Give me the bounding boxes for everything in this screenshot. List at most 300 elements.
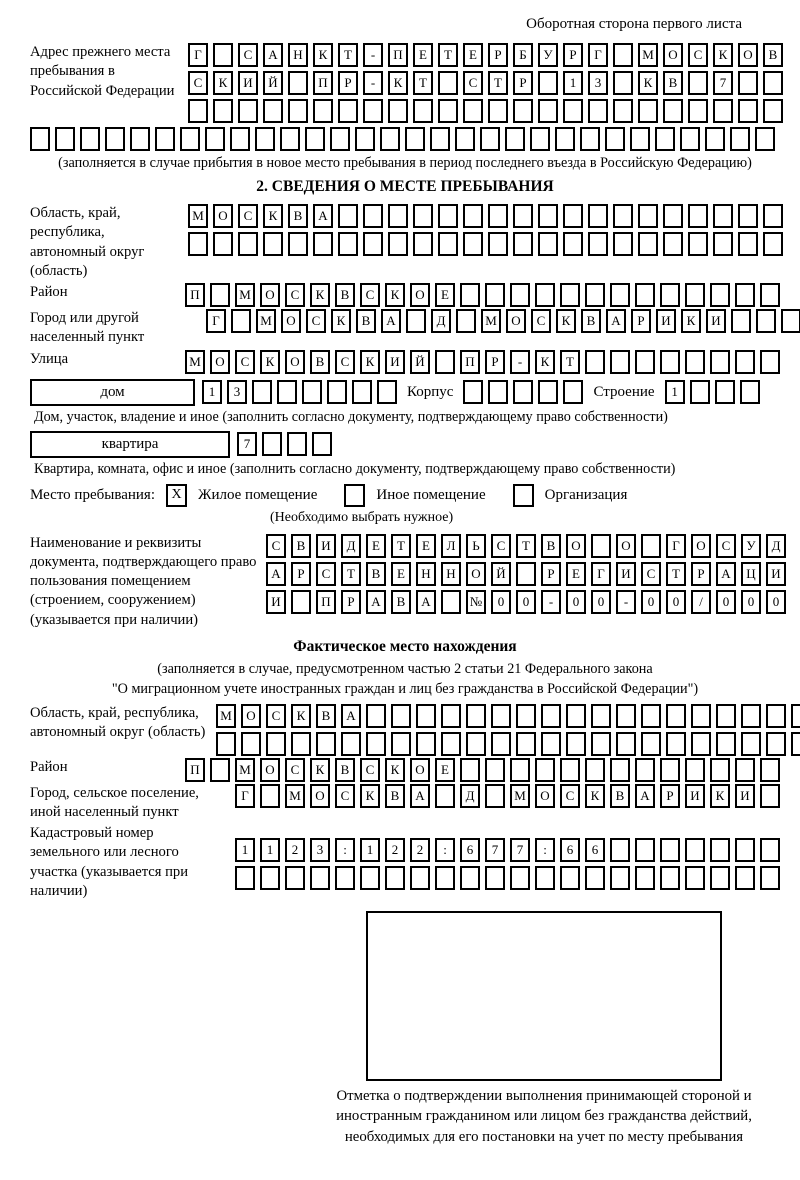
char-cell[interactable] — [535, 283, 555, 307]
char-cell[interactable]: Н — [288, 43, 308, 67]
char-cell[interactable]: И — [766, 562, 786, 586]
char-cell[interactable]: М — [216, 704, 236, 728]
char-cell[interactable] — [663, 232, 683, 256]
char-cell[interactable] — [760, 866, 780, 890]
char-cell[interactable]: О — [410, 758, 430, 782]
char-cell[interactable] — [416, 704, 436, 728]
char-cell[interactable] — [735, 758, 755, 782]
char-cell[interactable]: В — [610, 784, 630, 808]
char-cell[interactable] — [480, 127, 500, 151]
stroenie-cells[interactable] — [665, 380, 760, 404]
char-cell[interactable] — [688, 99, 708, 123]
char-cell[interactable] — [715, 380, 735, 404]
char-cell[interactable]: Й — [491, 562, 511, 586]
char-cell[interactable] — [188, 99, 208, 123]
char-cell[interactable] — [435, 784, 455, 808]
char-cell[interactable] — [263, 99, 283, 123]
char-cell[interactable]: Р — [485, 350, 505, 374]
char-cell[interactable]: А — [266, 562, 286, 586]
char-cell[interactable] — [613, 232, 633, 256]
char-cell[interactable] — [635, 350, 655, 374]
char-cell[interactable]: О — [566, 534, 586, 558]
char-cell[interactable] — [391, 704, 411, 728]
char-cell[interactable] — [391, 732, 411, 756]
char-cell[interactable] — [791, 704, 800, 728]
char-cell[interactable] — [288, 99, 308, 123]
char-cell[interactable] — [716, 732, 736, 756]
char-cell[interactable] — [585, 350, 605, 374]
char-cell[interactable] — [130, 127, 150, 151]
char-cell[interactable] — [560, 758, 580, 782]
char-cell[interactable] — [410, 866, 430, 890]
char-cell[interactable]: К — [585, 784, 605, 808]
char-cell[interactable] — [685, 838, 705, 862]
char-cell[interactable]: Н — [416, 562, 436, 586]
char-cell[interactable] — [216, 732, 236, 756]
char-cell[interactable]: № — [466, 590, 486, 614]
char-cell[interactable]: Г — [591, 562, 611, 586]
char-cell[interactable] — [610, 866, 630, 890]
char-cell[interactable]: О — [210, 350, 230, 374]
char-cell[interactable]: 0 — [641, 590, 661, 614]
char-cell[interactable]: С — [688, 43, 708, 67]
char-cell[interactable] — [740, 380, 760, 404]
char-cell[interactable] — [691, 732, 711, 756]
char-cell[interactable] — [491, 704, 511, 728]
char-cell[interactable]: 6 — [585, 838, 605, 862]
char-cell[interactable]: М — [285, 784, 305, 808]
char-cell[interactable] — [231, 309, 251, 333]
char-cell[interactable] — [660, 866, 680, 890]
char-cell[interactable] — [566, 732, 586, 756]
char-cell[interactable]: С — [238, 43, 258, 67]
char-cell[interactable]: Е — [413, 43, 433, 67]
char-cell[interactable]: С — [463, 71, 483, 95]
char-cell[interactable] — [213, 232, 233, 256]
char-cell[interactable]: П — [388, 43, 408, 67]
char-cell[interactable]: А — [635, 784, 655, 808]
char-cell[interactable] — [213, 43, 233, 67]
city-row[interactable] — [206, 309, 800, 333]
char-cell[interactable]: Р — [631, 309, 651, 333]
char-cell[interactable]: В — [663, 71, 683, 95]
char-cell[interactable] — [388, 232, 408, 256]
char-cell[interactable] — [663, 204, 683, 228]
char-cell[interactable]: П — [185, 283, 205, 307]
char-cell[interactable]: К — [535, 350, 555, 374]
char-cell[interactable] — [763, 204, 783, 228]
char-cell[interactable]: Г — [206, 309, 226, 333]
char-cell[interactable]: К — [263, 204, 283, 228]
char-cell[interactable] — [366, 704, 386, 728]
char-cell[interactable]: О — [663, 43, 683, 67]
char-cell[interactable]: Г — [235, 784, 255, 808]
char-cell[interactable] — [735, 838, 755, 862]
char-cell[interactable]: Т — [391, 534, 411, 558]
char-cell[interactable] — [616, 704, 636, 728]
char-cell[interactable] — [713, 99, 733, 123]
char-cell[interactable]: И — [656, 309, 676, 333]
char-cell[interactable]: 0 — [566, 590, 586, 614]
char-cell[interactable]: Т — [413, 71, 433, 95]
char-cell[interactable] — [105, 127, 125, 151]
char-cell[interactable] — [760, 758, 780, 782]
char-cell[interactable]: Д — [460, 784, 480, 808]
char-cell[interactable]: В — [763, 43, 783, 67]
char-cell[interactable] — [560, 283, 580, 307]
char-cell[interactable] — [510, 866, 530, 890]
char-cell[interactable] — [588, 99, 608, 123]
char-cell[interactable] — [252, 380, 272, 404]
char-cell[interactable]: К — [556, 309, 576, 333]
char-cell[interactable] — [263, 232, 283, 256]
char-cell[interactable] — [655, 127, 675, 151]
char-cell[interactable] — [341, 732, 361, 756]
char-cell[interactable] — [738, 99, 758, 123]
char-cell[interactable]: Л — [441, 534, 461, 558]
char-cell[interactable]: Т — [666, 562, 686, 586]
char-cell[interactable] — [188, 232, 208, 256]
char-cell[interactable] — [288, 71, 308, 95]
char-cell[interactable]: 6 — [460, 838, 480, 862]
char-cell[interactable] — [287, 432, 307, 456]
char-cell[interactable]: А — [341, 704, 361, 728]
char-cell[interactable]: Е — [566, 562, 586, 586]
char-cell[interactable]: У — [538, 43, 558, 67]
char-cell[interactable] — [635, 758, 655, 782]
char-cell[interactable]: С — [235, 350, 255, 374]
char-cell[interactable]: К — [310, 283, 330, 307]
char-cell[interactable]: С — [188, 71, 208, 95]
char-cell[interactable]: Т — [560, 350, 580, 374]
char-cell[interactable] — [563, 99, 583, 123]
district-row[interactable] — [185, 283, 780, 307]
char-cell[interactable]: А — [410, 784, 430, 808]
char-cell[interactable] — [735, 866, 755, 890]
char-cell[interactable]: О — [466, 562, 486, 586]
char-cell[interactable] — [690, 380, 710, 404]
char-cell[interactable] — [441, 732, 461, 756]
char-cell[interactable] — [713, 232, 733, 256]
char-cell[interactable]: С — [335, 784, 355, 808]
char-cell[interactable]: : — [435, 838, 455, 862]
char-cell[interactable] — [710, 350, 730, 374]
char-cell[interactable]: О — [213, 204, 233, 228]
char-cell[interactable] — [338, 232, 358, 256]
char-cell[interactable] — [660, 758, 680, 782]
char-cell[interactable]: 1 — [665, 380, 685, 404]
char-cell[interactable]: М — [256, 309, 276, 333]
char-cell[interactable] — [610, 758, 630, 782]
char-cell[interactable]: Й — [410, 350, 430, 374]
char-cell[interactable] — [538, 71, 558, 95]
char-cell[interactable]: 1 — [360, 838, 380, 862]
char-cell[interactable]: В — [335, 758, 355, 782]
char-cell[interactable] — [262, 432, 282, 456]
char-cell[interactable]: 7 — [713, 71, 733, 95]
char-cell[interactable]: К — [681, 309, 701, 333]
char-cell[interactable] — [466, 732, 486, 756]
char-cell[interactable]: М — [481, 309, 501, 333]
char-cell[interactable] — [613, 99, 633, 123]
char-cell[interactable] — [660, 283, 680, 307]
char-cell[interactable] — [530, 127, 550, 151]
char-cell[interactable] — [638, 99, 658, 123]
char-cell[interactable] — [613, 71, 633, 95]
char-cell[interactable] — [366, 732, 386, 756]
char-cell[interactable] — [205, 127, 225, 151]
char-cell[interactable]: 0 — [491, 590, 511, 614]
char-cell[interactable] — [688, 232, 708, 256]
char-cell[interactable] — [491, 732, 511, 756]
char-cell[interactable] — [406, 309, 426, 333]
char-cell[interactable]: В — [335, 283, 355, 307]
char-cell[interactable] — [441, 590, 461, 614]
char-cell[interactable] — [463, 232, 483, 256]
char-cell[interactable] — [513, 232, 533, 256]
char-cell[interactable] — [291, 732, 311, 756]
char-cell[interactable] — [738, 232, 758, 256]
char-cell[interactable]: М — [188, 204, 208, 228]
char-cell[interactable] — [731, 309, 751, 333]
char-cell[interactable]: Й — [263, 71, 283, 95]
char-cell[interactable]: 1 — [563, 71, 583, 95]
char-cell[interactable] — [388, 204, 408, 228]
char-cell[interactable] — [730, 127, 750, 151]
char-cell[interactable]: К — [385, 283, 405, 307]
char-cell[interactable]: : — [335, 838, 355, 862]
char-cell[interactable] — [563, 232, 583, 256]
char-cell[interactable] — [766, 732, 786, 756]
char-cell[interactable] — [763, 99, 783, 123]
char-cell[interactable]: В — [291, 534, 311, 558]
char-cell[interactable] — [155, 127, 175, 151]
char-cell[interactable] — [538, 380, 558, 404]
char-cell[interactable] — [316, 732, 336, 756]
char-cell[interactable]: П — [460, 350, 480, 374]
char-cell[interactable] — [738, 204, 758, 228]
char-cell[interactable] — [685, 866, 705, 890]
char-cell[interactable]: П — [316, 590, 336, 614]
char-cell[interactable]: П — [313, 71, 333, 95]
document-row-3[interactable] — [266, 590, 786, 614]
char-cell[interactable] — [416, 732, 436, 756]
char-cell[interactable] — [291, 590, 311, 614]
char-cell[interactable] — [513, 99, 533, 123]
char-cell[interactable] — [605, 127, 625, 151]
char-cell[interactable] — [688, 71, 708, 95]
korpus-cells[interactable] — [463, 380, 583, 404]
char-cell[interactable] — [241, 732, 261, 756]
actual-city-row[interactable] — [235, 784, 780, 808]
char-cell[interactable] — [510, 758, 530, 782]
char-cell[interactable]: С — [306, 309, 326, 333]
char-cell[interactable] — [630, 127, 650, 151]
char-cell[interactable]: С — [266, 534, 286, 558]
char-cell[interactable]: С — [285, 758, 305, 782]
char-cell[interactable] — [641, 534, 661, 558]
char-cell[interactable]: - — [363, 71, 383, 95]
char-cell[interactable] — [685, 758, 705, 782]
char-cell[interactable]: И — [735, 784, 755, 808]
char-cell[interactable]: С — [360, 758, 380, 782]
apartment-cells[interactable] — [237, 432, 332, 456]
char-cell[interactable]: Т — [338, 43, 358, 67]
char-cell[interactable] — [430, 127, 450, 151]
char-cell[interactable] — [360, 866, 380, 890]
char-cell[interactable]: В — [366, 562, 386, 586]
char-cell[interactable] — [666, 732, 686, 756]
char-cell[interactable] — [660, 350, 680, 374]
street-row[interactable] — [185, 350, 780, 374]
cadastre-row-1[interactable] — [235, 838, 780, 862]
char-cell[interactable]: / — [691, 590, 711, 614]
char-cell[interactable] — [438, 71, 458, 95]
char-cell[interactable]: 3 — [227, 380, 247, 404]
char-cell[interactable]: И — [685, 784, 705, 808]
char-cell[interactable] — [516, 732, 536, 756]
char-cell[interactable]: - — [616, 590, 636, 614]
char-cell[interactable] — [355, 127, 375, 151]
char-cell[interactable] — [488, 99, 508, 123]
char-cell[interactable] — [760, 784, 780, 808]
char-cell[interactable] — [641, 704, 661, 728]
char-cell[interactable]: 0 — [766, 590, 786, 614]
stay-option-other-checkbox[interactable] — [344, 484, 365, 507]
char-cell[interactable]: И — [238, 71, 258, 95]
char-cell[interactable] — [513, 204, 533, 228]
char-cell[interactable] — [716, 704, 736, 728]
char-cell[interactable] — [760, 283, 780, 307]
char-cell[interactable] — [460, 758, 480, 782]
char-cell[interactable] — [285, 866, 305, 890]
char-cell[interactable] — [613, 204, 633, 228]
char-cell[interactable] — [80, 127, 100, 151]
char-cell[interactable] — [210, 283, 230, 307]
char-cell[interactable] — [513, 380, 533, 404]
char-cell[interactable]: И — [706, 309, 726, 333]
char-cell[interactable] — [710, 283, 730, 307]
char-cell[interactable]: Е — [435, 758, 455, 782]
char-cell[interactable] — [560, 866, 580, 890]
char-cell[interactable]: В — [356, 309, 376, 333]
char-cell[interactable] — [541, 732, 561, 756]
char-cell[interactable]: 1 — [260, 838, 280, 862]
char-cell[interactable] — [377, 380, 397, 404]
char-cell[interactable]: 0 — [516, 590, 536, 614]
char-cell[interactable]: Р — [541, 562, 561, 586]
char-cell[interactable]: К — [331, 309, 351, 333]
char-cell[interactable]: К — [310, 758, 330, 782]
char-cell[interactable]: Е — [391, 562, 411, 586]
char-cell[interactable]: 2 — [410, 838, 430, 862]
region-row-1[interactable] — [188, 204, 783, 228]
char-cell[interactable]: О — [535, 784, 555, 808]
document-row-2[interactable] — [266, 562, 786, 586]
char-cell[interactable]: П — [185, 758, 205, 782]
char-cell[interactable] — [588, 204, 608, 228]
char-cell[interactable]: Е — [416, 534, 436, 558]
char-cell[interactable]: В — [391, 590, 411, 614]
prev-address-row-2[interactable] — [188, 71, 783, 95]
char-cell[interactable]: Н — [441, 562, 461, 586]
char-cell[interactable] — [588, 232, 608, 256]
char-cell[interactable]: К — [213, 71, 233, 95]
char-cell[interactable] — [260, 866, 280, 890]
char-cell[interactable] — [505, 127, 525, 151]
char-cell[interactable]: С — [716, 534, 736, 558]
char-cell[interactable] — [641, 732, 661, 756]
region-row-2[interactable] — [188, 232, 783, 256]
char-cell[interactable] — [638, 232, 658, 256]
char-cell[interactable]: К — [360, 784, 380, 808]
char-cell[interactable]: - — [510, 350, 530, 374]
prev-address-row-4[interactable] — [30, 127, 780, 151]
char-cell[interactable] — [580, 127, 600, 151]
char-cell[interactable]: А — [716, 562, 736, 586]
char-cell[interactable] — [591, 534, 611, 558]
char-cell[interactable] — [638, 204, 658, 228]
char-cell[interactable]: - — [541, 590, 561, 614]
char-cell[interactable] — [791, 732, 800, 756]
char-cell[interactable] — [438, 232, 458, 256]
char-cell[interactable] — [735, 283, 755, 307]
char-cell[interactable] — [741, 732, 761, 756]
char-cell[interactable] — [763, 71, 783, 95]
char-cell[interactable]: И — [316, 534, 336, 558]
char-cell[interactable]: О — [260, 283, 280, 307]
char-cell[interactable]: К — [291, 704, 311, 728]
char-cell[interactable] — [705, 127, 725, 151]
char-cell[interactable] — [260, 784, 280, 808]
char-cell[interactable]: О — [616, 534, 636, 558]
char-cell[interactable] — [213, 99, 233, 123]
char-cell[interactable] — [485, 866, 505, 890]
char-cell[interactable] — [466, 704, 486, 728]
char-cell[interactable]: В — [288, 204, 308, 228]
char-cell[interactable]: К — [360, 350, 380, 374]
char-cell[interactable]: : — [535, 838, 555, 862]
char-cell[interactable] — [456, 309, 476, 333]
char-cell[interactable]: Р — [291, 562, 311, 586]
char-cell[interactable]: Е — [463, 43, 483, 67]
char-cell[interactable] — [455, 127, 475, 151]
char-cell[interactable] — [635, 866, 655, 890]
char-cell[interactable] — [563, 204, 583, 228]
char-cell[interactable]: Р — [660, 784, 680, 808]
char-cell[interactable] — [352, 380, 372, 404]
char-cell[interactable] — [310, 866, 330, 890]
char-cell[interactable] — [302, 380, 322, 404]
char-cell[interactable] — [335, 866, 355, 890]
char-cell[interactable] — [385, 866, 405, 890]
char-cell[interactable] — [741, 704, 761, 728]
char-cell[interactable] — [635, 283, 655, 307]
char-cell[interactable]: Б — [513, 43, 533, 67]
char-cell[interactable] — [330, 127, 350, 151]
char-cell[interactable]: 6 — [560, 838, 580, 862]
prev-address-row-1[interactable] — [188, 43, 783, 67]
char-cell[interactable] — [388, 99, 408, 123]
char-cell[interactable]: Е — [366, 534, 386, 558]
char-cell[interactable]: Р — [563, 43, 583, 67]
char-cell[interactable]: К — [313, 43, 333, 67]
char-cell[interactable] — [288, 232, 308, 256]
char-cell[interactable] — [541, 704, 561, 728]
char-cell[interactable] — [280, 127, 300, 151]
char-cell[interactable]: Р — [488, 43, 508, 67]
actual-region-row-2[interactable] — [216, 732, 800, 756]
